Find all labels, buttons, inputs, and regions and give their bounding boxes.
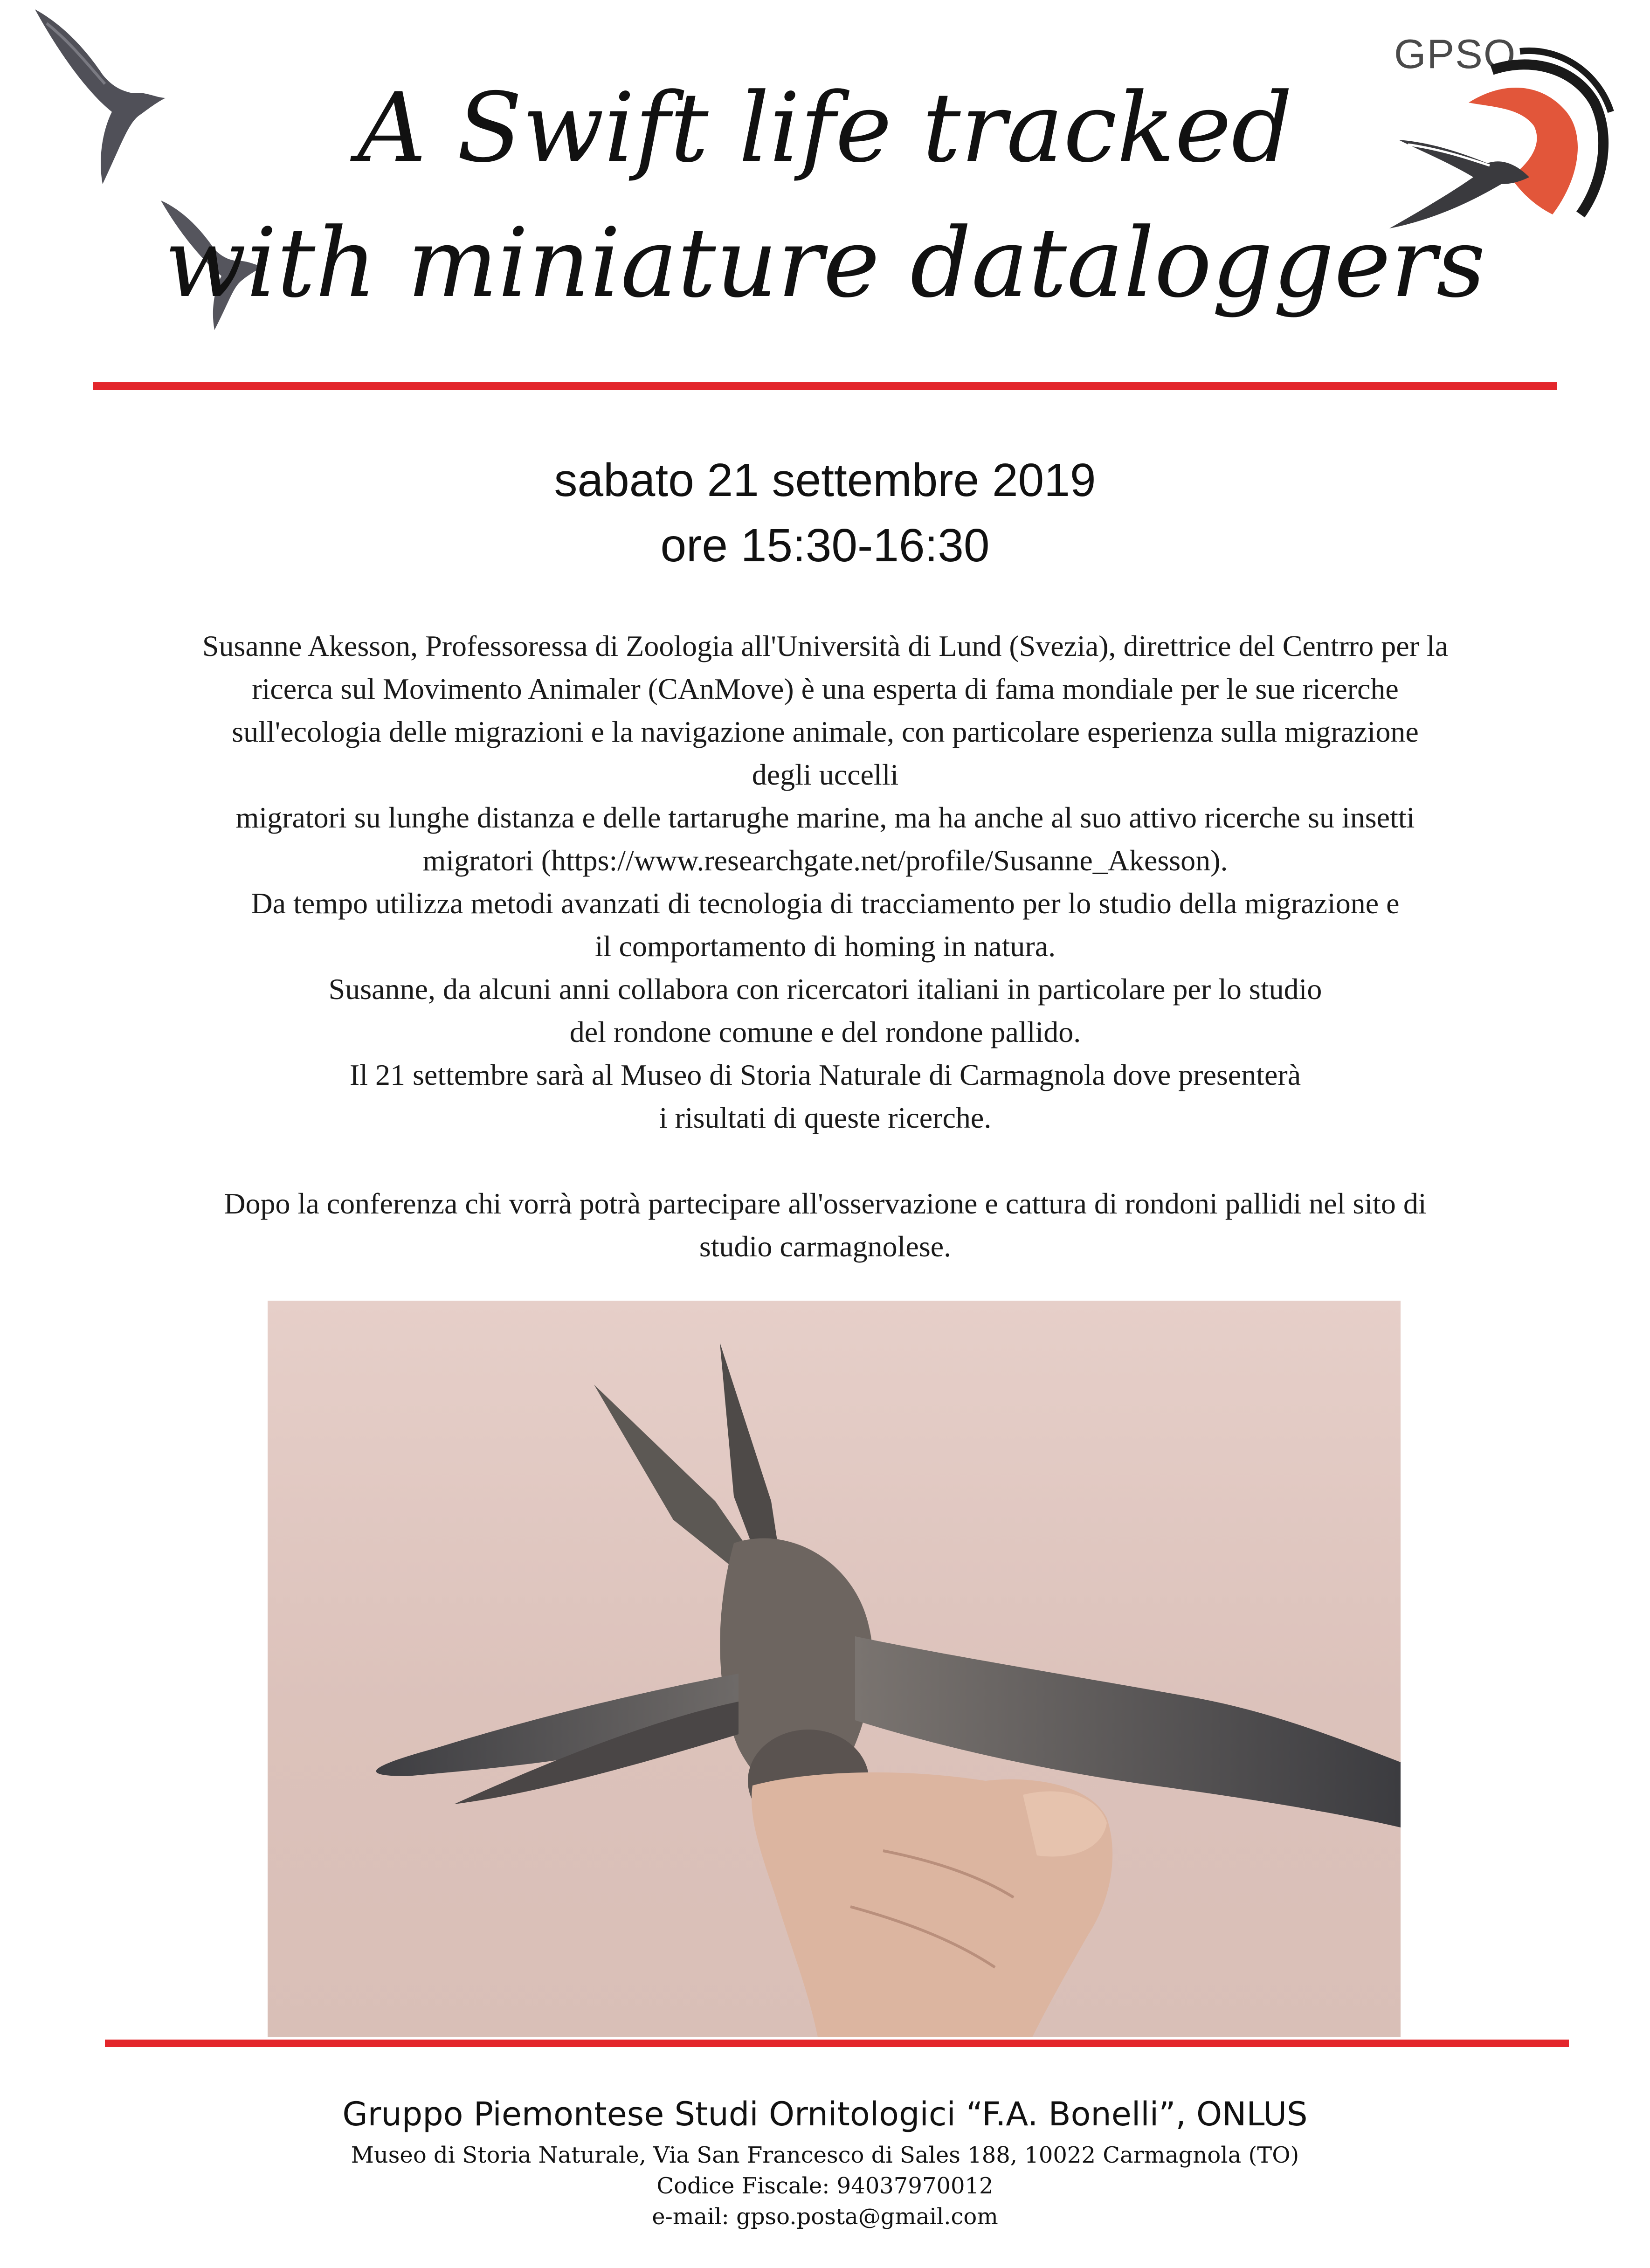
bottom-divider: [105, 2040, 1569, 2047]
title-line-1: A Swift life tracked: [357, 73, 1293, 184]
footer: [0, 2089, 1650, 2232]
description: [70, 625, 1581, 1268]
organization-address: Museo di Storia Naturale, Via San Francesco di Sales 188, 10022 Carmagnola (TO): [351, 2142, 1299, 2168]
organization-name: Gruppo Piemontese Studi Ornitologici “F.A. Bonelli”, ONLUS: [342, 2095, 1308, 2133]
description-line: il comportamento di homing in natura.: [594, 930, 1056, 963]
description-line: migratori su lunghe distanza e delle tartarughe marine, ma ha anche al suo attivo ricerche su insetti: [235, 801, 1415, 834]
description-line: Susanne, da alcuni anni collabora con ricercatori italiani in particolare per lo studio: [328, 972, 1322, 1006]
poster-title: [0, 61, 1650, 331]
title-line-2: with miniature dataloggers: [164, 208, 1486, 319]
description-line: sull'ecologia delle migrazioni e la navigazione animale, con particolare esperienza sulla migrazione: [232, 715, 1419, 748]
description-line: del rondone comune e del rondone pallido.: [569, 1015, 1081, 1048]
description-line: studio carmagnolese.: [699, 1230, 952, 1263]
event-date: sabato 21 settembre 2019: [554, 454, 1096, 506]
contact-email: e-mail: gpso.posta@gmail.com: [652, 2204, 998, 2230]
description-line: i risultati di queste ricerche.: [659, 1101, 992, 1134]
description-line: ricerca sul Movimento Animaler (CAnMove) è una esperta di fama mondiale per le sue ricerche: [252, 672, 1399, 705]
description-line: degli uccelli: [752, 758, 899, 791]
description-line: Dopo la conferenza chi vorrà potrà partecipare all'osservazione e cattura di rondoni pallidi nel sito di: [224, 1187, 1427, 1220]
description-line: migratori (https://www.researchgate.net/profile/Susanne_Akesson).: [422, 844, 1228, 877]
description-line: Il 21 settembre sarà al Museo di Storia Naturale di Carmagnola dove presenterà: [349, 1058, 1301, 1091]
logo-text: GPSO: [1394, 31, 1517, 77]
description-line: Da tempo utilizza metodi avanzati di tecnologia di tracciamento per lo studio della migrazione e: [251, 887, 1400, 920]
event-datetime: [0, 448, 1650, 578]
paragraph-gap: [70, 1139, 1581, 1182]
description-line: Susanne Akesson, Professoressa di Zoologia all'Università di Lund (Svezia), direttrice del Centrro per la: [202, 629, 1449, 662]
swift-photo: [268, 1301, 1401, 2037]
top-divider: [93, 382, 1557, 390]
event-time: ore 15:30-16:30: [660, 519, 990, 572]
fiscal-code: Codice Fiscale: 94037970012: [656, 2173, 994, 2199]
